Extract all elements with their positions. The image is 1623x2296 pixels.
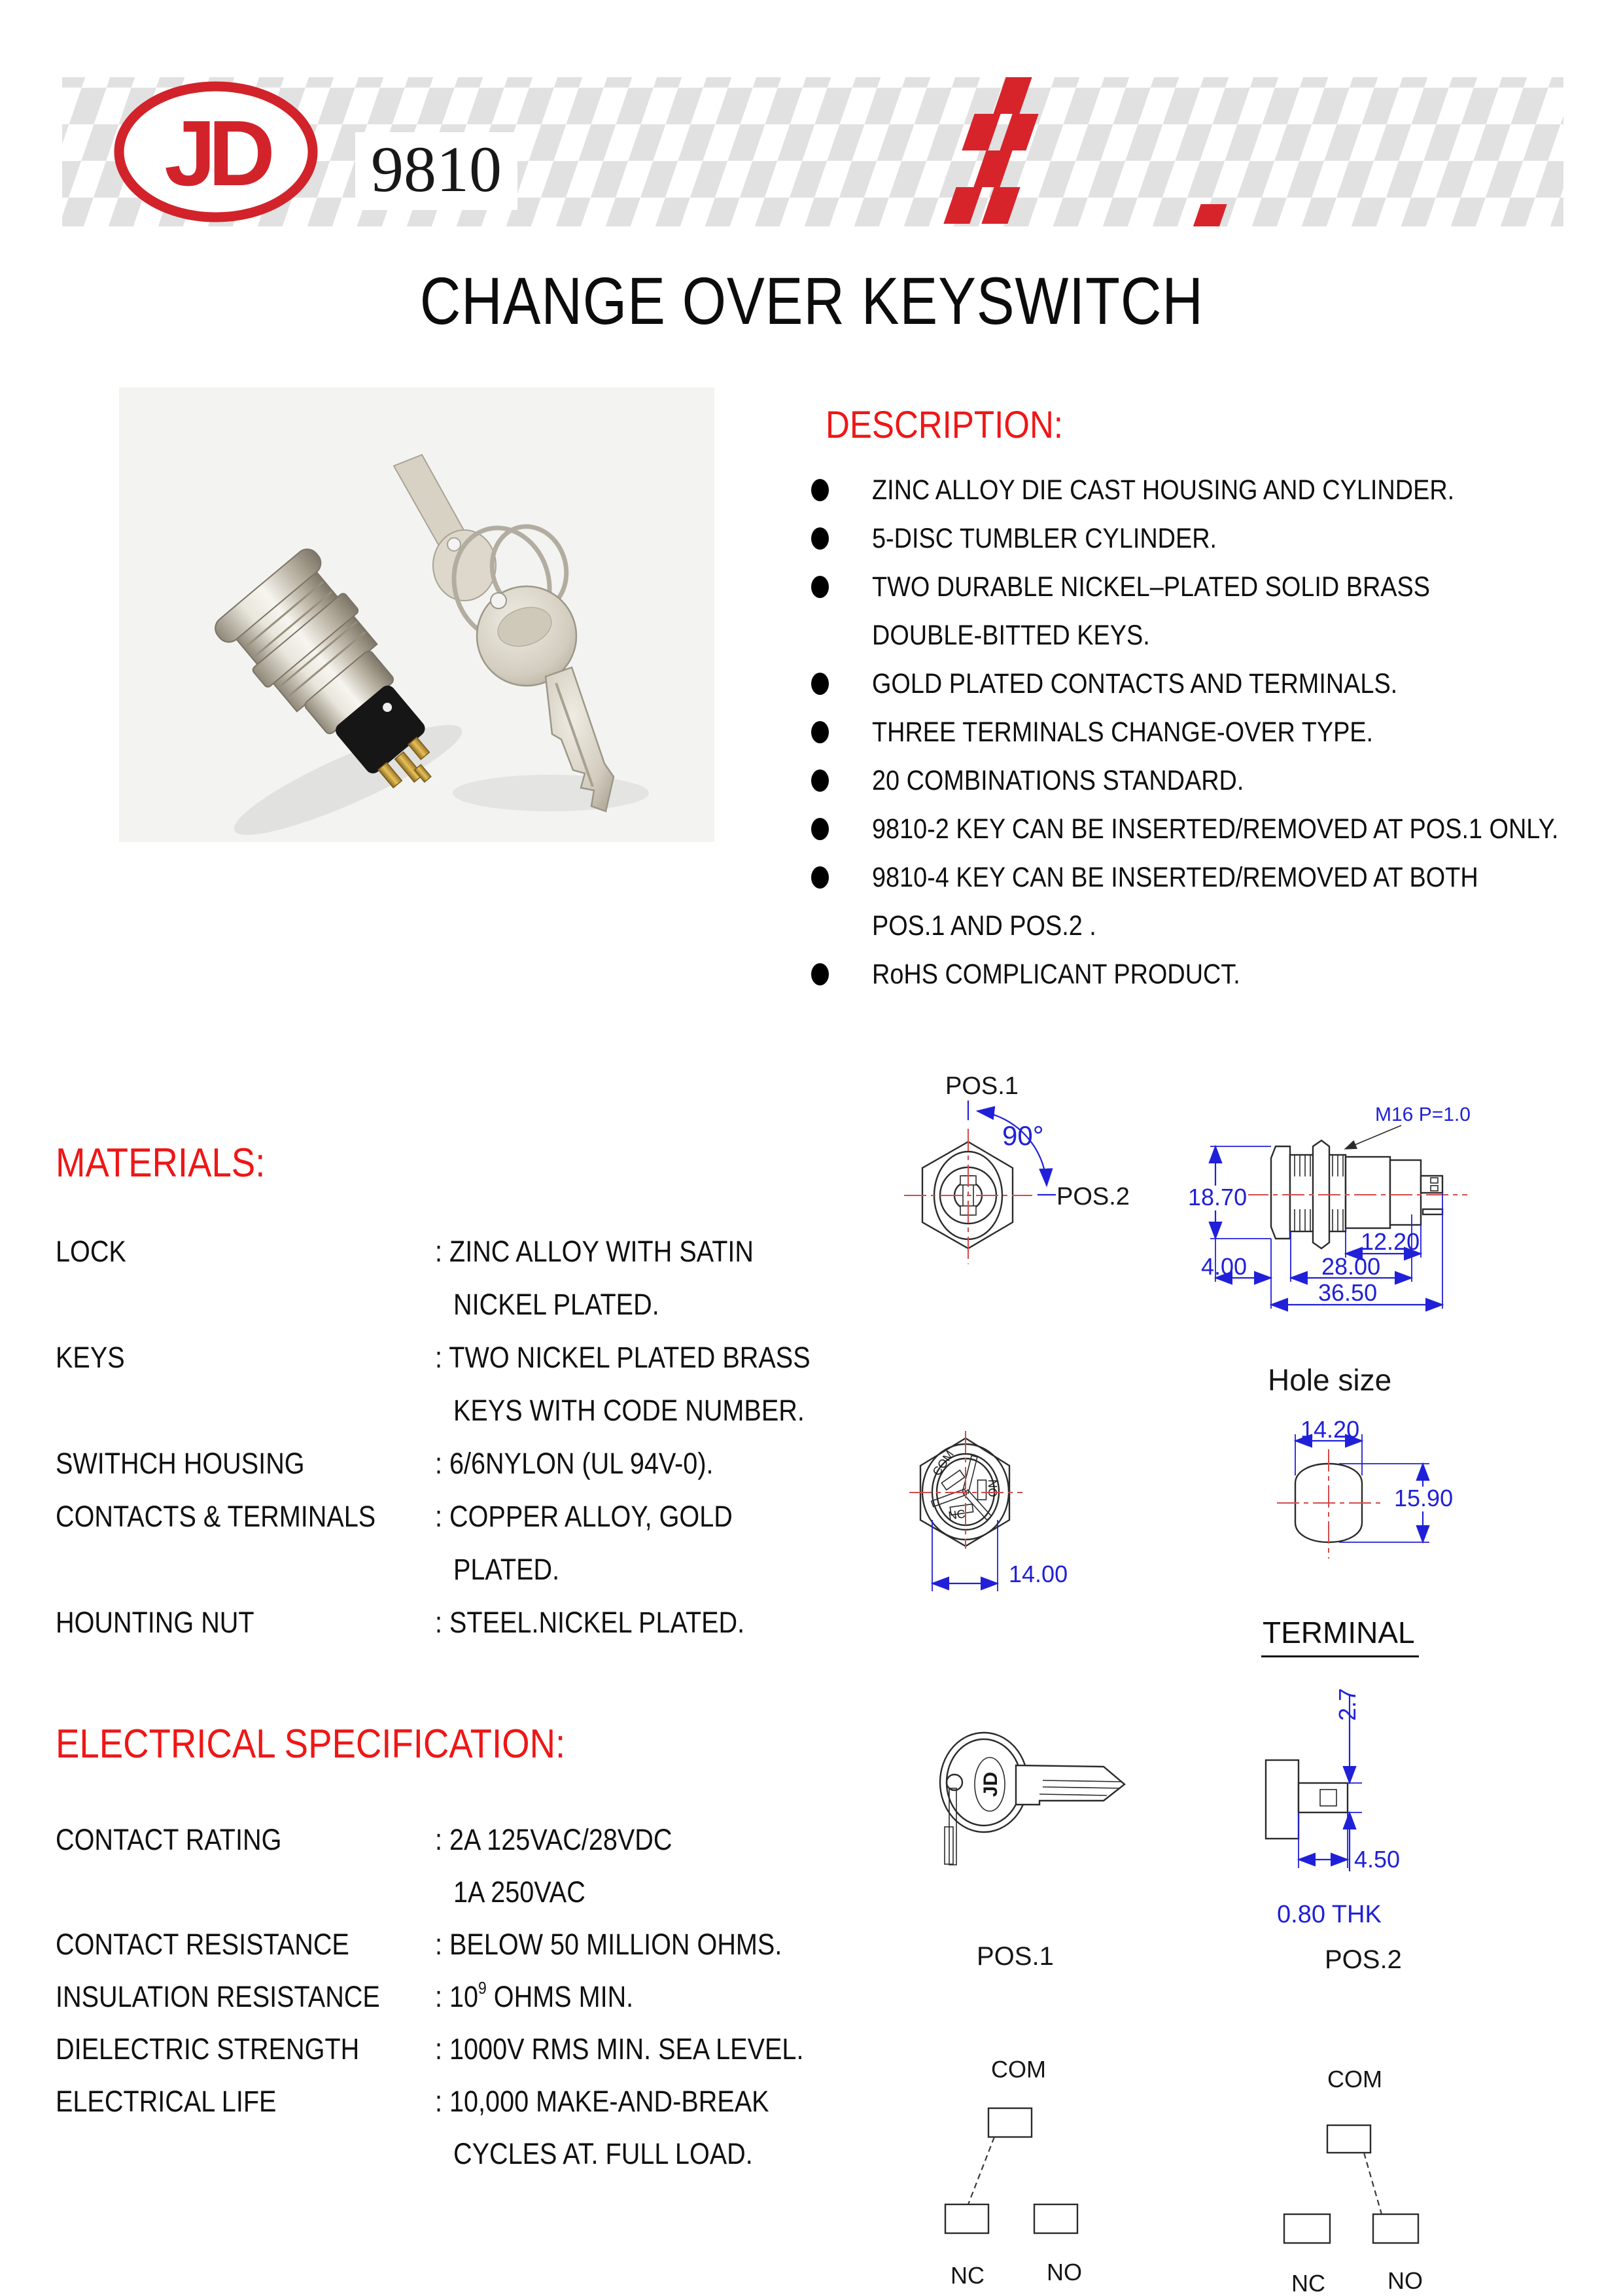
jd-logo (62, 77, 370, 226)
row-value: 1A 250VAC (453, 1875, 585, 1909)
bullet-icon (811, 818, 829, 840)
materials-heading (56, 1140, 294, 1186)
row-value: : ZINC ALLOY WITH SATIN (435, 1234, 754, 1268)
table-row (56, 1918, 906, 1971)
key-blade (1016, 1765, 1125, 1805)
nc-terminal-box (1284, 2214, 1330, 2243)
table-row (56, 1490, 906, 1543)
list-item-continuation (811, 902, 1623, 950)
com-label: COM (991, 2056, 1046, 2083)
flange (1271, 1146, 1290, 1239)
superscript: 9 (478, 1978, 487, 1998)
angle-label: 90° (1002, 1120, 1044, 1151)
list-item-text: TWO DURABLE NICKEL–PLATED SOLID BRASS (872, 571, 1431, 603)
no-label: NO (1047, 2259, 1082, 2286)
key-drawing (929, 1721, 1145, 1884)
schematic-title: POS.2 (1325, 1945, 1402, 1974)
table-row (56, 1596, 906, 1649)
schematic-title: POS.1 (977, 1942, 1054, 1971)
list-item (811, 853, 1623, 902)
electrical-heading-text: ELECTRICAL SPECIFICATION: (56, 1722, 566, 1767)
row-label: LOCK (56, 1234, 126, 1268)
row-label: DIELECTRIC STRENGTH (56, 2032, 360, 2066)
terminal-tab (1299, 1783, 1348, 1812)
list-item-text: RoHS COMPLICANT PRODUCT. (872, 958, 1240, 990)
back-view-drawing (896, 1413, 1178, 1603)
row-value: OHMS MIN. (486, 1980, 634, 2013)
list-item-text: POS.1 AND POS.2 . (872, 910, 1096, 942)
list-item (811, 660, 1623, 708)
no-terminal-box (1034, 2204, 1077, 2233)
row-value: : 1000V RMS MIN. SEA LEVEL. (435, 2032, 804, 2066)
com-label: COM (930, 1448, 956, 1479)
switch-body (1346, 1157, 1390, 1228)
nc-label: NC (1291, 2270, 1325, 2295)
list-item-text: 9810-4 KEY CAN BE INSERTED/REMOVED AT BOTH (872, 861, 1478, 893)
dim-1590-label: 15.90 (1394, 1485, 1454, 1511)
pos1-label: POS.1 (945, 1072, 1019, 1100)
terminal-pin (1423, 1209, 1442, 1214)
bullet-icon (811, 479, 829, 501)
dim-450-label: 4.50 (1354, 1846, 1401, 1873)
table-row (56, 1866, 906, 1918)
table-row (56, 1331, 906, 1384)
switch-connection (1364, 2153, 1382, 2214)
row-value: PLATED. (453, 1552, 560, 1586)
dim-400-label: 4.00 (1201, 1253, 1248, 1280)
dim-1400-label: 14.00 (1009, 1561, 1068, 1587)
terminal-tab (1421, 1176, 1442, 1193)
list-item-text: THREE TERMINALS CHANGE-OVER TYPE. (872, 716, 1374, 748)
jd-logo-text: JD (164, 101, 268, 205)
description-heading-text: DESCRIPTION: (826, 404, 1063, 446)
description-heading (826, 403, 1096, 447)
table-row (56, 1278, 906, 1331)
list-item-text: 20 COMBINATIONS STANDARD. (872, 764, 1244, 796)
no-label: NO (1387, 2267, 1423, 2294)
dim-1870-label: 18.70 (1188, 1184, 1248, 1210)
pos2-label: POS.2 (1056, 1183, 1130, 1210)
list-item-text: 9810-2 KEY CAN BE INSERTED/REMOVED AT POS.1 ONLY. (872, 813, 1559, 845)
thread-spec-label: M16 P=1.0 (1375, 1104, 1471, 1125)
list-item-continuation (811, 611, 1623, 660)
nc-label: NC (951, 2262, 985, 2289)
nc-label: NC (947, 1507, 966, 1523)
dim-1220-label: 12.20 (1361, 1228, 1420, 1255)
bullet-icon (811, 866, 829, 889)
row-label: SWITHCH HOUSING (56, 1446, 305, 1480)
no-label: NO (986, 1479, 999, 1497)
model-number: 9810 (355, 132, 517, 210)
bullet-icon (811, 769, 829, 792)
row-label: HOUNTING NUT (56, 1605, 254, 1639)
list-item-text: GOLD PLATED CONTACTS AND TERMINALS. (872, 667, 1398, 699)
electrical-heading (56, 1721, 635, 1767)
row-value: NICKEL PLATED. (453, 1287, 659, 1321)
hole-size-drawing (1253, 1361, 1541, 1561)
bullet-icon (811, 527, 829, 550)
terminal-section-heading: TERMINAL (1261, 1615, 1419, 1657)
bullet-icon (811, 963, 829, 985)
row-value: : STEEL.NICKEL PLATED. (435, 1605, 745, 1639)
row-label: CONTACTS & TERMINALS (56, 1499, 376, 1533)
row-label: KEYS (56, 1340, 125, 1374)
terminal-piece-drawing (1256, 1682, 1472, 1940)
row-label: CONTACT RESISTANCE (56, 1928, 349, 1961)
row-value: CYCLES AT. FULL LOAD. (453, 2137, 753, 2170)
schematic-pos1 (935, 1930, 1119, 2295)
row-value: : COPPER ALLOY, GOLD (435, 1499, 733, 1533)
row-value: KEYS WITH CODE NUMBER. (453, 1393, 805, 1427)
list-item-text: DOUBLE-BITTED KEYS. (872, 619, 1150, 651)
hole-size-title: Hole size (1268, 1363, 1392, 1397)
com-terminal-box (988, 2108, 1032, 2137)
table-row (56, 1543, 906, 1596)
switch-connection (968, 2137, 994, 2204)
materials-table (56, 1225, 906, 1649)
page-title-text: CHANGE OVER KEYSWITCH (419, 264, 1204, 338)
materials-heading-text: MATERIALS: (56, 1140, 266, 1186)
dim-1420-label: 14.20 (1300, 1416, 1360, 1443)
list-item-text: 5-DISC TUMBLER CYLINDER. (872, 522, 1217, 554)
dim-3650-label: 36.50 (1318, 1279, 1378, 1306)
dim-thk-label: 0.80 THK (1277, 1901, 1382, 1928)
com-label: COM (1327, 2066, 1382, 2093)
row-value: : TWO NICKEL PLATED BRASS (435, 1340, 811, 1374)
table-row (56, 2075, 906, 2128)
list-item (811, 756, 1623, 805)
electrical-table (56, 1814, 906, 2180)
front-view-drawing (896, 1060, 1178, 1368)
table-row (56, 2023, 906, 2075)
schematic-pos2 (1269, 1937, 1452, 2295)
list-item (811, 805, 1623, 853)
dim-27-label: 2.7 (1334, 1687, 1361, 1721)
list-item-text: ZINC ALLOY DIE CAST HOUSING AND CYLINDER. (872, 474, 1455, 506)
bullet-icon (811, 673, 829, 695)
row-value: : 2A 125VAC/28VDC (435, 1823, 672, 1856)
table-row (56, 1225, 906, 1278)
com-terminal-box (1327, 2125, 1370, 2153)
table-row (56, 1814, 906, 1866)
list-item (811, 708, 1623, 756)
list-item (811, 563, 1623, 611)
description-list (811, 466, 1623, 998)
nc-terminal-box (945, 2204, 988, 2233)
list-item (811, 466, 1623, 514)
bullet-icon (811, 721, 829, 743)
no-terminal-box (1373, 2214, 1418, 2243)
key-logo-text: JD (980, 1771, 1002, 1797)
row-label: ELECTRICAL LIFE (56, 2085, 277, 2118)
table-row (56, 2128, 906, 2180)
row-label: CONTACT RATING (56, 1823, 282, 1856)
table-row (56, 1384, 906, 1437)
row-value: : 10 (435, 1980, 479, 2013)
table-row (56, 1971, 906, 2023)
dim-2800-label: 28.00 (1321, 1253, 1381, 1280)
terminal-base (1266, 1760, 1299, 1839)
row-value: : BELOW 50 MILLION OHMS. (435, 1928, 782, 1961)
side-view-drawing (1171, 1093, 1498, 1315)
row-value: : 10,000 MAKE-AND-BREAK (435, 2085, 769, 2118)
row-label: INSULATION RESISTANCE (56, 1980, 380, 2013)
table-row (56, 1437, 906, 1490)
list-item (811, 514, 1623, 563)
list-item (811, 950, 1623, 998)
header-banner (62, 77, 1563, 226)
page-title (0, 263, 1623, 340)
rear-housing (1390, 1160, 1421, 1225)
row-value: : 6/6NYLON (UL 94V-0). (435, 1446, 714, 1480)
product-photo (119, 387, 714, 842)
bullet-icon (811, 576, 829, 598)
